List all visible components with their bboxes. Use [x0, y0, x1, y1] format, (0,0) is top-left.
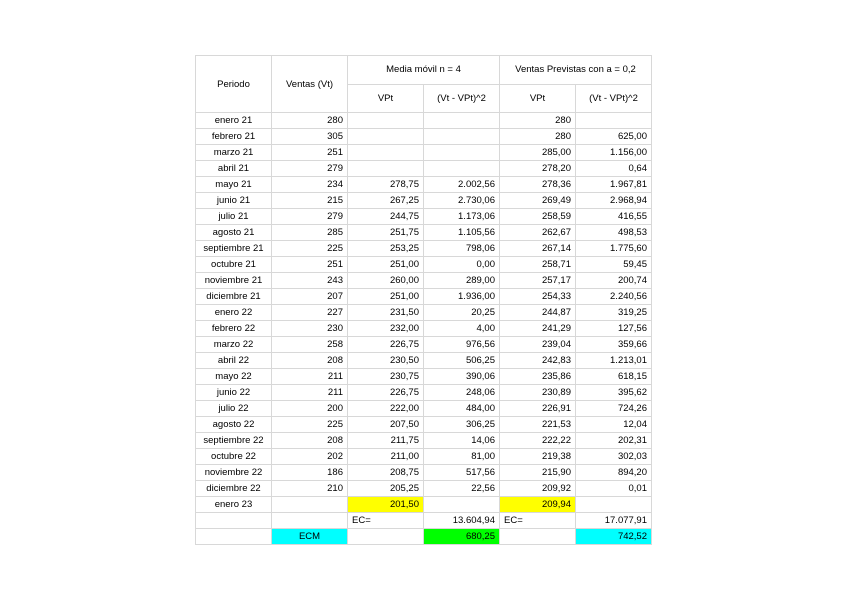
ecm-empty-3[interactable]	[500, 529, 576, 545]
ventas-cell[interactable]: 225	[272, 241, 348, 257]
vp-err-cell[interactable]: 1.775,60	[576, 241, 652, 257]
period-cell[interactable]: junio 22	[196, 385, 272, 401]
period-cell[interactable]: febrero 21	[196, 129, 272, 145]
mm-vpt-cell[interactable]: 226,75	[348, 337, 424, 353]
table-row	[196, 273, 652, 289]
sales-forecast-table	[195, 55, 652, 545]
ventas-cell[interactable]: 234	[272, 177, 348, 193]
mm-err-cell[interactable]: 484,00	[424, 401, 500, 417]
table-row	[196, 225, 652, 241]
ventas-cell[interactable]: 215	[272, 193, 348, 209]
mm-vpt-cell[interactable]: 205,25	[348, 481, 424, 497]
vp-vpt-cell[interactable]: 278,36	[500, 177, 576, 193]
subheader-vp-vpt[interactable]: VPt	[500, 84, 576, 113]
subheader-mm-vpt[interactable]: VPt	[348, 84, 424, 113]
mm-vpt-cell[interactable]	[348, 129, 424, 145]
ecm-empty-2[interactable]	[348, 529, 424, 545]
mm-err-cell[interactable]: 390,06	[424, 369, 500, 385]
mm-vpt-cell[interactable]	[348, 113, 424, 129]
mm-err-cell[interactable]: 1.173,06	[424, 209, 500, 225]
vp-err-cell[interactable]: 0,64	[576, 161, 652, 177]
mm-vpt-cell[interactable]: 260,00	[348, 273, 424, 289]
ventas-cell[interactable]: 208	[272, 433, 348, 449]
mm-vpt-cell[interactable]: 232,00	[348, 321, 424, 337]
vp-err-cell[interactable]: 12,04	[576, 417, 652, 433]
mm-err-cell[interactable]: 506,25	[424, 353, 500, 369]
mm-err-cell[interactable]: 306,25	[424, 417, 500, 433]
period-cell[interactable]: diciembre 21	[196, 289, 272, 305]
ventas-cell[interactable]: 200	[272, 401, 348, 417]
ventas-cell[interactable]: 279	[272, 161, 348, 177]
table-row	[196, 385, 652, 401]
vp-vpt-cell[interactable]: 278,20	[500, 161, 576, 177]
mm-err-cell[interactable]: 1.936,00	[424, 289, 500, 305]
vp-vpt-cell[interactable]: 262,67	[500, 225, 576, 241]
vp-vpt-cell[interactable]: 230,89	[500, 385, 576, 401]
vp-err-cell[interactable]: 1.156,00	[576, 145, 652, 161]
mm-err-cell[interactable]: 81,00	[424, 449, 500, 465]
table-row	[196, 321, 652, 337]
table-row	[196, 129, 652, 145]
period-cell[interactable]: febrero 22	[196, 321, 272, 337]
subheader-mm-err[interactable]: (Vt - VPt)^2	[424, 84, 500, 113]
ventas-cell[interactable]: 202	[272, 449, 348, 465]
vp-err-cell[interactable]: 416,55	[576, 209, 652, 225]
vp-vpt-cell[interactable]: 285,00	[500, 145, 576, 161]
mm-vpt-cell[interactable]: 230,50	[348, 353, 424, 369]
mm-err-cell[interactable]: 289,00	[424, 273, 500, 289]
table-row	[196, 177, 652, 193]
vp-err-cell[interactable]: 2.240,56	[576, 289, 652, 305]
mm-err-cell[interactable]: 14,06	[424, 433, 500, 449]
vp-err-cell[interactable]: 319,25	[576, 305, 652, 321]
period-cell[interactable]: octubre 21	[196, 257, 272, 273]
mm-vpt-cell[interactable]: 226,75	[348, 385, 424, 401]
ventas-cell[interactable]: 251	[272, 145, 348, 161]
vp-err-cell[interactable]: 498,53	[576, 225, 652, 241]
vp-vpt-cell[interactable]: 215,90	[500, 465, 576, 481]
vp-vpt-cell[interactable]: 235,86	[500, 369, 576, 385]
vp-err-cell[interactable]: 200,74	[576, 273, 652, 289]
mm-vpt-cell[interactable]: 253,25	[348, 241, 424, 257]
table-row	[196, 401, 652, 417]
forecast-mm-value[interactable]: 201,50	[348, 497, 424, 513]
ventas-cell[interactable]: 227	[272, 305, 348, 321]
ec-row	[196, 513, 652, 529]
mm-vpt-cell[interactable]: 222,00	[348, 401, 424, 417]
period-cell[interactable]: octubre 22	[196, 449, 272, 465]
ecm-label[interactable]: ECM	[272, 529, 348, 545]
period-cell[interactable]: agosto 22	[196, 417, 272, 433]
vp-vpt-cell[interactable]: 254,33	[500, 289, 576, 305]
ventas-cell[interactable]: 211	[272, 369, 348, 385]
mm-err-cell[interactable]: 4,00	[424, 321, 500, 337]
mm-err-cell[interactable]: 0,00	[424, 257, 500, 273]
table-row	[196, 449, 652, 465]
ventas-cell[interactable]: 225	[272, 417, 348, 433]
header-row	[196, 56, 652, 85]
ventas-cell[interactable]: 230	[272, 321, 348, 337]
mm-vpt-cell[interactable]: 251,00	[348, 289, 424, 305]
forecast-row	[196, 497, 652, 513]
ec-mm-label[interactable]: EC=	[348, 513, 424, 529]
ventas-cell[interactable]: 211	[272, 385, 348, 401]
ecm-row	[196, 529, 652, 545]
vp-vpt-cell[interactable]: 226,91	[500, 401, 576, 417]
vp-err-cell[interactable]: 59,45	[576, 257, 652, 273]
period-cell[interactable]: marzo 22	[196, 337, 272, 353]
ventas-cell[interactable]: 280	[272, 113, 348, 129]
vp-err-cell[interactable]: 1.967,81	[576, 177, 652, 193]
vp-vpt-cell[interactable]: 269,49	[500, 193, 576, 209]
mm-err-cell[interactable]: 1.105,56	[424, 225, 500, 241]
mm-err-cell[interactable]: 798,06	[424, 241, 500, 257]
vp-vpt-cell[interactable]: 221,53	[500, 417, 576, 433]
ecm-empty-1[interactable]	[196, 529, 272, 545]
mm-vpt-cell[interactable]: 211,75	[348, 433, 424, 449]
period-cell[interactable]: junio 21	[196, 193, 272, 209]
period-cell[interactable]: abril 22	[196, 353, 272, 369]
mm-err-cell[interactable]	[424, 161, 500, 177]
table-row	[196, 289, 652, 305]
table-body	[196, 56, 652, 497]
period-cell[interactable]: noviembre 22	[196, 465, 272, 481]
table-row	[196, 305, 652, 321]
mm-err-cell[interactable]: 2.002,56	[424, 177, 500, 193]
forecast-mm-err[interactable]	[424, 497, 500, 513]
forecast-vp-value[interactable]: 209,94	[500, 497, 576, 513]
table-row	[196, 257, 652, 273]
period-cell[interactable]: mayo 22	[196, 369, 272, 385]
ec-vp-label[interactable]: EC=	[500, 513, 576, 529]
table-row	[196, 353, 652, 369]
period-cell[interactable]: julio 22	[196, 401, 272, 417]
ventas-cell[interactable]: 285	[272, 225, 348, 241]
period-cell[interactable]: enero 21	[196, 113, 272, 129]
mm-err-cell[interactable]: 976,56	[424, 337, 500, 353]
table-row	[196, 433, 652, 449]
vp-vpt-cell[interactable]: 244,87	[500, 305, 576, 321]
mm-vpt-cell[interactable]: 231,50	[348, 305, 424, 321]
table-row	[196, 337, 652, 353]
ventas-cell[interactable]: 251	[272, 257, 348, 273]
mm-vpt-cell[interactable]: 278,75	[348, 177, 424, 193]
header-ventas-previstas[interactable]: Ventas Previstas con a = 0,2	[500, 56, 652, 85]
table-row	[196, 209, 652, 225]
header-periodo[interactable]: Periodo	[196, 56, 272, 113]
mm-vpt-cell[interactable]: 230,75	[348, 369, 424, 385]
vp-err-cell[interactable]: 1.213,01	[576, 353, 652, 369]
vp-vpt-cell[interactable]: 280	[500, 129, 576, 145]
period-cell[interactable]: diciembre 22	[196, 481, 272, 497]
mm-err-cell[interactable]: 2.730,06	[424, 193, 500, 209]
vp-vpt-cell[interactable]: 219,38	[500, 449, 576, 465]
forecast-period[interactable]: enero 23	[196, 497, 272, 513]
subheader-vp-err[interactable]: (Vt - VPt)^2	[576, 84, 652, 113]
table-footer	[196, 497, 652, 545]
mm-err-cell[interactable]: 248,06	[424, 385, 500, 401]
ec-empty-1[interactable]	[196, 513, 272, 529]
table-row	[196, 113, 652, 129]
table-row	[196, 241, 652, 257]
vp-vpt-cell[interactable]: 239,04	[500, 337, 576, 353]
ventas-cell[interactable]: 208	[272, 353, 348, 369]
ventas-cell[interactable]: 279	[272, 209, 348, 225]
period-cell[interactable]: abril 21	[196, 161, 272, 177]
period-cell[interactable]: marzo 21	[196, 145, 272, 161]
vp-vpt-cell[interactable]: 222,22	[500, 433, 576, 449]
period-cell[interactable]: mayo 21	[196, 177, 272, 193]
ventas-cell[interactable]: 210	[272, 481, 348, 497]
mm-vpt-cell[interactable]: 267,25	[348, 193, 424, 209]
ec-vp-value[interactable]: 17.077,91	[576, 513, 652, 529]
mm-err-cell[interactable]	[424, 145, 500, 161]
vp-vpt-cell[interactable]: 258,59	[500, 209, 576, 225]
ventas-cell[interactable]: 186	[272, 465, 348, 481]
table-row	[196, 481, 652, 497]
mm-vpt-cell[interactable]: 251,00	[348, 257, 424, 273]
vp-err-cell[interactable]: 894,20	[576, 465, 652, 481]
vp-err-cell[interactable]: 724,26	[576, 401, 652, 417]
vp-err-cell[interactable]: 0,01	[576, 481, 652, 497]
mm-vpt-cell[interactable]: 244,75	[348, 209, 424, 225]
vp-err-cell[interactable]: 359,66	[576, 337, 652, 353]
header-ventas[interactable]: Ventas (Vt)	[272, 56, 348, 113]
vp-err-cell[interactable]	[576, 113, 652, 129]
mm-vpt-cell[interactable]	[348, 145, 424, 161]
mm-err-cell[interactable]: 22,56	[424, 481, 500, 497]
mm-vpt-cell[interactable]: 207,50	[348, 417, 424, 433]
vp-vpt-cell[interactable]: 209,92	[500, 481, 576, 497]
period-cell[interactable]: julio 21	[196, 209, 272, 225]
table-row	[196, 145, 652, 161]
vp-vpt-cell[interactable]: 242,83	[500, 353, 576, 369]
header-media-movil[interactable]: Media móvil n = 4	[348, 56, 500, 85]
vp-err-cell[interactable]: 202,31	[576, 433, 652, 449]
forecast-vt[interactable]	[272, 497, 348, 513]
period-cell[interactable]: enero 22	[196, 305, 272, 321]
ventas-cell[interactable]: 243	[272, 273, 348, 289]
period-cell[interactable]: septiembre 22	[196, 433, 272, 449]
vp-err-cell[interactable]: 625,00	[576, 129, 652, 145]
vp-err-cell[interactable]: 618,15	[576, 369, 652, 385]
mm-err-cell[interactable]: 517,56	[424, 465, 500, 481]
vp-err-cell[interactable]: 2.968,94	[576, 193, 652, 209]
mm-vpt-cell[interactable]: 208,75	[348, 465, 424, 481]
vp-vpt-cell[interactable]: 280	[500, 113, 576, 129]
table-row	[196, 465, 652, 481]
mm-err-cell[interactable]: 20,25	[424, 305, 500, 321]
vp-vpt-cell[interactable]: 257,17	[500, 273, 576, 289]
ventas-cell[interactable]: 207	[272, 289, 348, 305]
mm-vpt-cell[interactable]: 251,75	[348, 225, 424, 241]
vp-vpt-cell[interactable]: 258,71	[500, 257, 576, 273]
table-row	[196, 417, 652, 433]
period-cell[interactable]: septiembre 21	[196, 241, 272, 257]
table-row	[196, 161, 652, 177]
vp-err-cell[interactable]: 127,56	[576, 321, 652, 337]
mm-err-cell[interactable]	[424, 129, 500, 145]
ecm-mm-value[interactable]: 680,25	[424, 529, 500, 545]
ventas-cell[interactable]: 305	[272, 129, 348, 145]
mm-vpt-cell[interactable]: 211,00	[348, 449, 424, 465]
ecm-vp-value[interactable]: 742,52	[576, 529, 652, 545]
vp-err-cell[interactable]: 302,03	[576, 449, 652, 465]
vp-vpt-cell[interactable]: 267,14	[500, 241, 576, 257]
ventas-cell[interactable]: 258	[272, 337, 348, 353]
table-row	[196, 369, 652, 385]
mm-vpt-cell[interactable]	[348, 161, 424, 177]
period-cell[interactable]: agosto 21	[196, 225, 272, 241]
ec-mm-value[interactable]: 13.604,94	[424, 513, 500, 529]
ec-empty-2[interactable]	[272, 513, 348, 529]
table-row	[196, 193, 652, 209]
period-cell[interactable]: noviembre 21	[196, 273, 272, 289]
vp-err-cell[interactable]: 395,62	[576, 385, 652, 401]
forecast-vp-err[interactable]	[576, 497, 652, 513]
mm-err-cell[interactable]	[424, 113, 500, 129]
vp-vpt-cell[interactable]: 241,29	[500, 321, 576, 337]
